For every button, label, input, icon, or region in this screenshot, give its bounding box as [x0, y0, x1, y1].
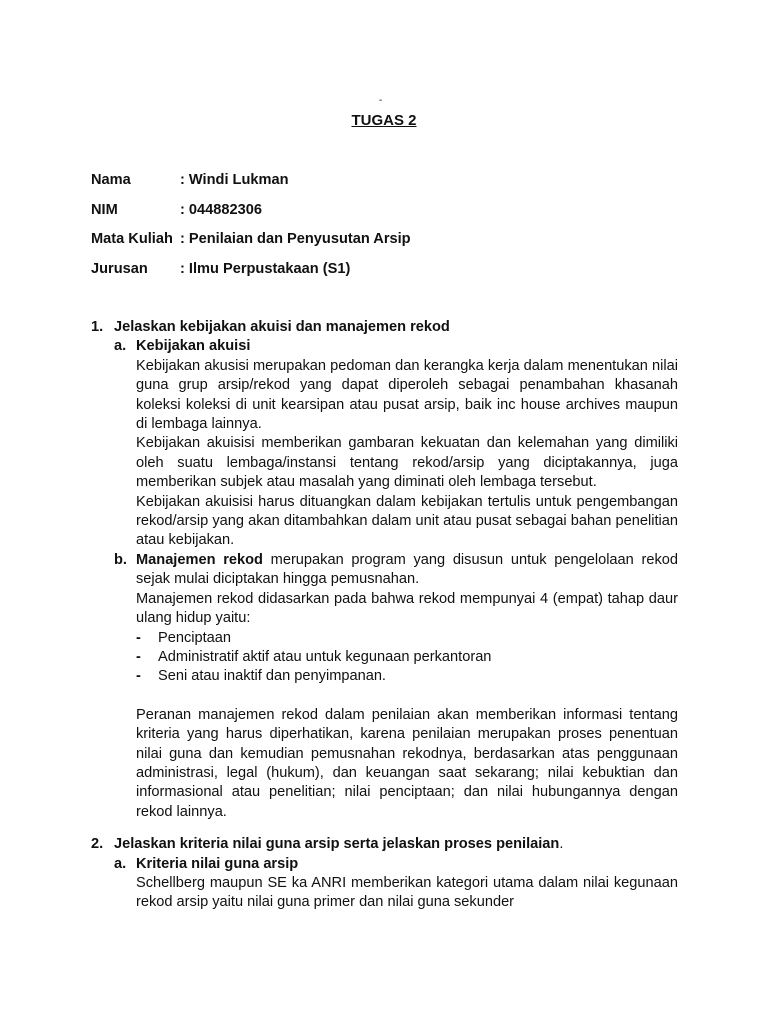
subsection-1a — [91, 337, 678, 356]
question-number: 2. — [91, 836, 104, 853]
subsection-heading: Kebijakan akuisi — [136, 338, 251, 355]
bullet-dash: - — [136, 668, 141, 685]
paragraph: Kebijakan akuisisi memberikan gambaran kekuatan dan kelemahan yang dimiliki oleh suatu lembaga/instansi tentang rekod/arsip yang diciptakannya, juga memberikan subjek atau masalah yang diminati oleh lembaga tersebut. — [136, 435, 678, 491]
question-2 — [91, 835, 678, 854]
paragraph: Manajemen rekod didasarkan pada bahwa rekod mempunyai 4 (empat) tahap daur ulang hidup yaitu: — [136, 590, 678, 627]
spacer — [91, 687, 678, 706]
info-value: : Windi Lukman — [180, 172, 289, 188]
paragraph: Kebijakan akuisisi harus dituangkan dalam kebijakan tertulis untuk pengembangan rekod/arsip yang akan ditambahkan dalam unit atau pusat sebagai bahan penelitian atau kebijakan. — [136, 493, 678, 549]
question-text: Jelaskan kebijakan akuisi dan manajemen rekod — [114, 319, 450, 335]
spacer — [91, 822, 678, 835]
info-row-nim — [91, 200, 262, 220]
question-text: Jelaskan kriteria nilai guna arsip serta jelaskan proses penilaian — [114, 836, 560, 853]
page-title: TUGAS 2 — [351, 112, 417, 129]
question-1 — [91, 318, 678, 337]
info-row-jurusan — [91, 259, 350, 279]
subsection-letter: a. — [114, 855, 127, 872]
bullet-dash: - — [136, 629, 141, 646]
question-number: 1. — [91, 319, 104, 335]
paragraph: Schellberg maupun SE ka ANRI memberikan kategori utama dalam nilai kegunaan rekod arsip yaitu nilai guna primer dan nilai guna sekunder — [136, 874, 678, 911]
info-label: Mata Kuliah — [91, 231, 173, 247]
question-end: . — [559, 836, 564, 853]
info-label: NIM — [91, 202, 118, 218]
bullet-dash: - — [136, 648, 141, 665]
document-body — [91, 318, 678, 913]
subsection-letter: b. — [114, 551, 127, 568]
subsection-1b — [91, 551, 678, 590]
header-mark: - — [379, 95, 383, 106]
subsection-heading: Kriteria nilai guna arsip — [136, 855, 299, 872]
subsection-heading: Manajemen rekod — [136, 551, 263, 568]
info-label: Nama — [91, 172, 131, 188]
info-value: : Ilmu Perpustakaan (S1) — [180, 261, 351, 277]
info-row-nama — [91, 170, 289, 190]
paragraph: Peranan manajemen rekod dalam penilaian akan memberikan informasi tentang kriteria yang harus diperhatikan, karena penilaian merupakan proses penentuan nilai guna dan kemudian pemusnahan rekodnya, berdasarkan atas penggunaan administrasi, legal (hukum), dan keuangan saat sekarang; nilai kebuktian dan informasional atau penelitian; nilai penciptaan; dan nilai hubungannya dengan rekod lainnya. — [136, 706, 678, 820]
list-item-text: Administratif aktif atau untuk kegunaan perkantoran — [158, 648, 492, 665]
list-item — [91, 629, 678, 648]
list-item — [91, 667, 678, 686]
info-row-mata-kuliah — [91, 229, 411, 249]
paragraph: Kebijakan akusisi merupakan pedoman dan kerangka kerja dalam menentukan nilai guna grup arsip/rekod yang dapat diperoleh sebagai penambahan khasanah koleksi koleksi di unit kearsipan atau pusat arsip, baik inc house archives maupun di lembaga lainnya. — [136, 357, 678, 433]
subsection-2a — [91, 855, 678, 874]
subsection-letter: a. — [114, 338, 127, 355]
info-label: Jurusan — [91, 261, 148, 277]
subsection-text: merupakan program yang disusun untuk pengelolaan rekod sejak mulai diciptakan hingga pemusnahan. — [136, 551, 679, 588]
info-value: : Penilaian dan Penyusutan Arsip — [180, 231, 411, 247]
list-item-text: Penciptaan — [158, 629, 232, 646]
list-item-text: Seni atau inaktif dan penyimpanan. — [158, 668, 386, 685]
info-value: : 044882306 — [180, 202, 262, 218]
list-item — [91, 648, 678, 667]
